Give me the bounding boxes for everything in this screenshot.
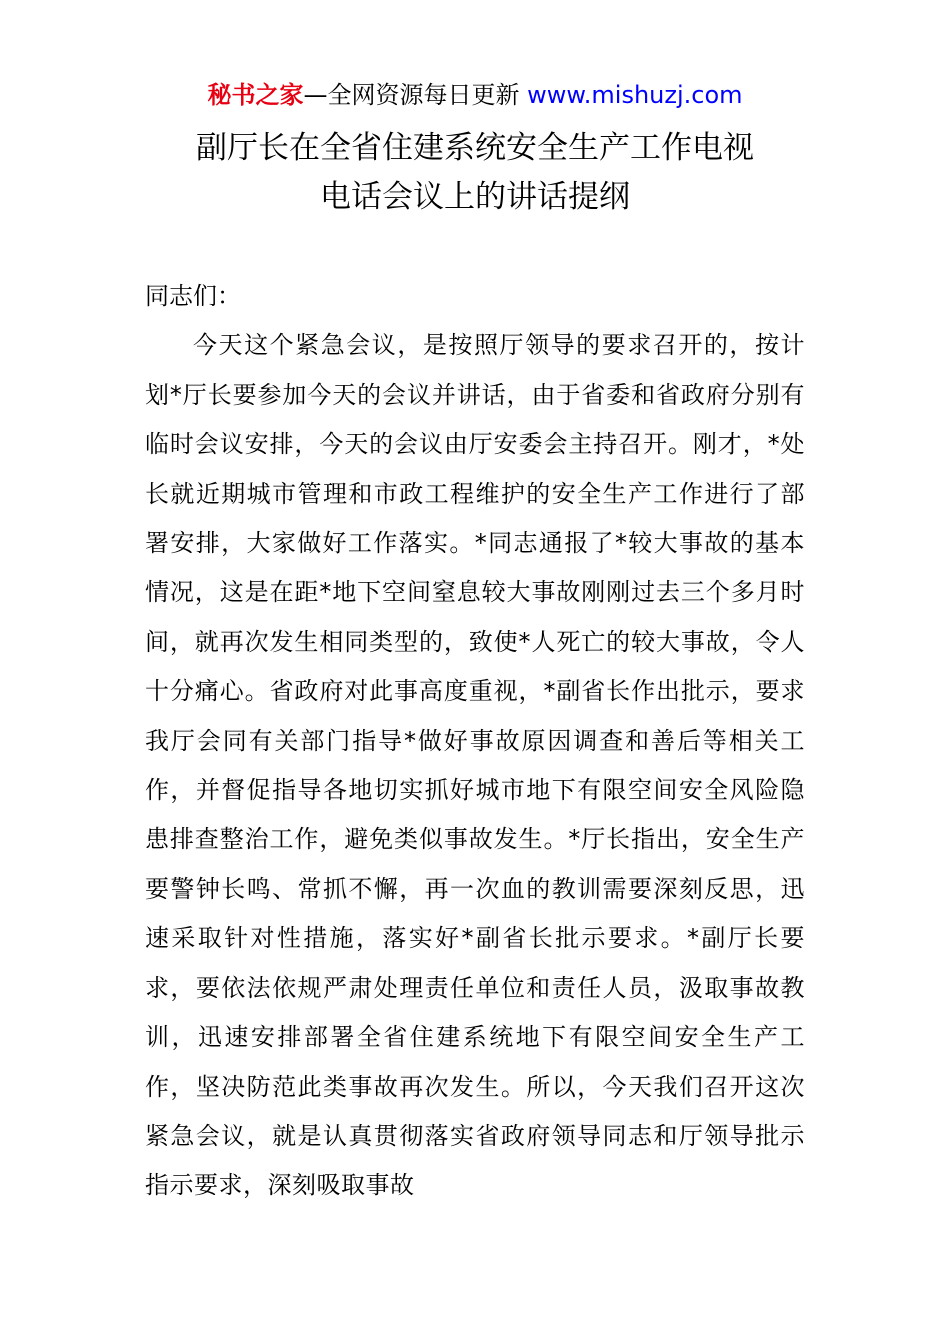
body-paragraph: 今天这个紧急会议，是按照厅领导的要求召开的，按计划*厅长要参加今天的会议并讲话，由于省委和省政府分别有临时会议安排，今天的会议由厅安委会主持召开。刚才，*处长就近期城市管理和市政工程维护的安全生产工作进行了部署安排，大家做好工作落实。*同志通报了*较大事故的基本情况，这是在距*地下空间窒息较大事故刚刚过去三个多月时间，就再次发生相同类型的，致使*人死亡的较大事故，令人十分痛心。省政府对此事高度重视，*副省长作出批示，要求我厅会同有关部门指导*做好事故原因调查和善后等相关工作，并督促指导各地切实抓好城市地下有限空间安全风险隐患排查整治工作，避免类似事故发生。*厅长指出，安全生产要警钟长鸣、常抓不懈，再一次血的教训需要深刻反思，迅速采取针对性措施，落实好*副省长批示要求。*副厅长要求，要依法依规严肃处理责任单位和责任人员，汲取事故教训，迅速安排部署全省住建系统地下有限空间安全生产工作，坚决防范此类事故再次发生。所以，今天我们召开这次紧急会议，就是认真贯彻落实省政府领导同志和厅领导批示指示要求，深刻吸取事故	[145, 331, 805, 1200]
site-name: 秘书之家	[207, 81, 304, 109]
title-line-2: 电话会议上的讲话提纲	[320, 179, 630, 215]
site-url[interactable]: www.mishuzj.com	[527, 81, 743, 109]
document-title	[0, 124, 950, 222]
title-line-1: 副厅长在全省住建系统安全生产工作电视	[196, 130, 754, 166]
site-header	[0, 78, 950, 112]
site-tagline: —全网资源每日更新	[303, 81, 528, 109]
document-body	[145, 272, 805, 1211]
greeting: 同志们：	[145, 282, 241, 310]
